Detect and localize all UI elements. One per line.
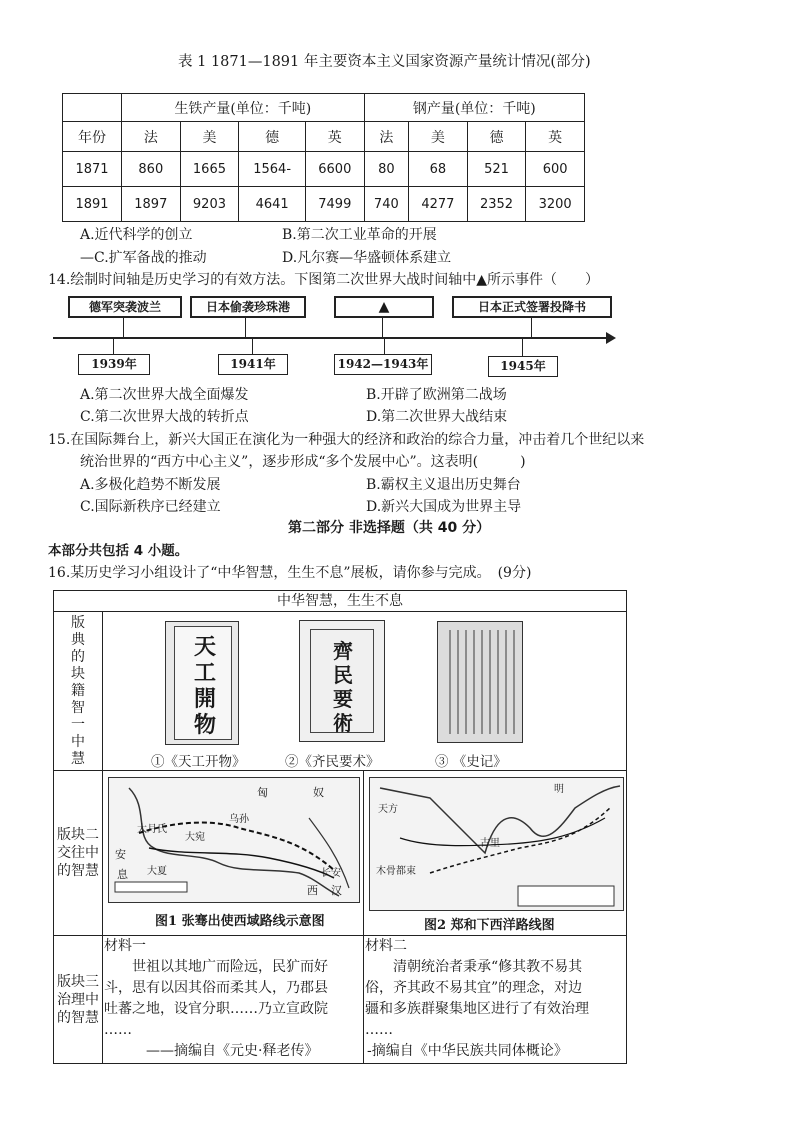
- year-cell: 1891: [63, 187, 122, 222]
- map-label: 古里: [480, 838, 500, 849]
- material1-text: 斗，思有以因其俗而柔其人，乃郡县: [104, 980, 328, 996]
- country-header: 德: [239, 122, 306, 152]
- value-cell: 4641: [239, 187, 306, 222]
- iron-header: 生铁产量(单位：千吨): [122, 94, 365, 122]
- timeline-tick: [382, 316, 383, 337]
- map1-caption: 图1 张骞出使西域路线示意图: [155, 914, 325, 929]
- block2-label: 版块二交往中的智慧: [57, 827, 99, 879]
- q15-option-d[interactable]: D.新兴大国成为世界主导: [366, 499, 522, 515]
- material2-title: 材料二: [365, 938, 407, 954]
- material2-text: 疆和多族群聚集地区进行了有效治理: [365, 1001, 589, 1017]
- q14-option-d[interactable]: D.第二次世界大战结束: [366, 409, 508, 425]
- map-label: 明: [554, 784, 564, 795]
- q16-stem: 16.某历史学习小组设计了“中华智慧，生生不息”展板，请你参与完成。 (9分): [48, 565, 532, 581]
- country-header: 英: [305, 122, 364, 152]
- block1-label: 版典的块籍智一中慧: [71, 614, 85, 767]
- q15-stem-line2: 统治世界的“西方中心主义”，逐步形成“多个发展中心”。这表明( ): [80, 454, 526, 470]
- timeline-tick: [252, 338, 253, 354]
- block1-label-cell: [54, 612, 103, 771]
- value-cell: 600: [526, 152, 585, 187]
- timeline-event: 德军突袭波兰: [68, 296, 182, 318]
- corner-cell: [63, 94, 122, 122]
- year-cell: 1871: [63, 152, 122, 187]
- book-page-lines: [438, 622, 522, 742]
- country-header: 英: [526, 122, 585, 152]
- book-caption: ③ 《史记》: [435, 754, 507, 770]
- value-cell: 7499: [305, 187, 364, 222]
- value-cell: 1564-: [239, 152, 306, 187]
- material1-text: 世祖以其地广而险远，民犷而好: [104, 959, 328, 975]
- timeline-year: 1942—1943年: [334, 354, 432, 375]
- block3-label: 版块三治理中的智慧: [57, 973, 99, 1026]
- map1-cell: [103, 771, 364, 936]
- map-label: 天方: [378, 804, 398, 815]
- timeline-tick: [245, 316, 246, 337]
- timeline-year: 1941年: [218, 354, 288, 375]
- table-row: [63, 187, 585, 222]
- q14-option-b[interactable]: B.开辟了欧洲第二战场: [366, 387, 507, 403]
- timeline-event-unknown: ▲: [334, 296, 434, 318]
- map2-caption: 图2 郑和下西洋路线图: [424, 918, 555, 933]
- map-label: 木骨都束: [376, 866, 416, 877]
- map-zhangqian-route: [108, 777, 360, 903]
- value-cell: 521: [467, 152, 526, 187]
- map-label: 长安: [321, 868, 341, 879]
- q14-option-a[interactable]: A.第二次世界大战全面爆发: [80, 387, 249, 403]
- material1-title: 材料一: [104, 938, 146, 954]
- timeline-tick: [531, 316, 532, 337]
- timeline-tick: [522, 338, 523, 356]
- material1-text: 吐蕃之地，设官分职……乃立宣政院: [104, 1001, 328, 1017]
- map-zhenghe-voyages: [369, 777, 624, 911]
- map-label: 乌孙: [229, 814, 249, 825]
- material2-source: -摘编自《中华民族共同体概论》: [367, 1043, 568, 1059]
- value-cell: 2352: [467, 187, 526, 222]
- book-caption: ①《天工开物》: [151, 754, 246, 770]
- map-label: 汉: [331, 884, 342, 897]
- timeline-event: 日本偷袭珍珠港: [190, 296, 306, 318]
- steel-header: 钢产量(单位：千吨): [364, 94, 584, 122]
- production-table: [62, 93, 585, 222]
- material1-source: ——摘编自《元史·释老传》: [146, 1043, 319, 1059]
- timeline-year: 1939年: [78, 354, 150, 375]
- q13-option-d[interactable]: D.凡尔赛—华盛顿体系建立: [282, 250, 452, 266]
- q15-option-c[interactable]: C.国际新秩序已经建立: [80, 499, 221, 515]
- table1-title: 表 1 1871—1891 年主要资本主义国家资源产量统计情况(部分): [178, 54, 591, 70]
- display-board: [53, 590, 627, 1064]
- q13-option-a[interactable]: A.近代科学的创立: [80, 227, 193, 243]
- table-row: [63, 152, 585, 187]
- material2-cell: [364, 936, 627, 1064]
- value-cell: 740: [364, 187, 408, 222]
- part2-title: 第二部分 非选择题（共 40 分）: [288, 520, 491, 536]
- q13-option-c[interactable]: —C.扩军备战的推动: [80, 250, 207, 266]
- map2-cell: [364, 771, 627, 936]
- value-cell: 68: [409, 152, 468, 187]
- timeline-tick: [113, 338, 114, 354]
- timeline-tick: [123, 316, 124, 337]
- q14-stem: 14.绘制时间轴是历史学习的有效方法。下图第二次世界大战时间轴中▲所示事件（ ）: [48, 272, 600, 288]
- value-cell: 80: [364, 152, 408, 187]
- material2-text: ……: [365, 1022, 393, 1038]
- timeline-arrow-icon: [606, 332, 616, 344]
- value-cell: 6600: [305, 152, 364, 187]
- value-cell: 3200: [526, 187, 585, 222]
- q13-option-b[interactable]: B.第二次工业革命的开展: [282, 227, 437, 243]
- timeline-event: 日本正式签署投降书: [452, 296, 612, 318]
- book-cover-text: 天工開物: [193, 634, 216, 738]
- material2-text: 清朝统治者秉承“修其教不易其: [365, 959, 583, 975]
- q15-option-a[interactable]: A.多极化趋势不断发展: [80, 477, 221, 493]
- timeline-year: 1945年: [488, 356, 558, 377]
- block1-content: [103, 612, 627, 771]
- map-label: 安: [115, 848, 126, 861]
- value-cell: 9203: [180, 187, 239, 222]
- board-title: 中华智慧，生生不息: [54, 591, 627, 612]
- material1-text: ……: [104, 1022, 132, 1038]
- book-cover-qimin: [299, 620, 385, 742]
- map-label: 西: [307, 884, 318, 897]
- q14-option-c[interactable]: C.第二次世界大战的转折点: [80, 409, 249, 425]
- material2-text: 俗，齐其政不易其宜”的理念，对边: [365, 980, 583, 996]
- block3-label-cell: [54, 936, 103, 1064]
- map-label: 大月氏: [137, 824, 167, 835]
- country-header: 法: [364, 122, 408, 152]
- year-header: 年份: [63, 122, 122, 152]
- country-header: 美: [409, 122, 468, 152]
- value-cell: 1665: [180, 152, 239, 187]
- book-page-shiji: [437, 621, 523, 743]
- q15-option-b[interactable]: B.霸权主义退出历史舞台: [366, 477, 521, 493]
- value-cell: 4277: [409, 187, 468, 222]
- book-caption: ②《齐民要术》: [285, 754, 380, 770]
- map-label: 大宛: [185, 832, 205, 843]
- value-cell: 860: [122, 152, 181, 187]
- country-header: 法: [122, 122, 181, 152]
- map-label: 匈: [257, 786, 268, 799]
- timeline-axis: [53, 337, 613, 339]
- country-header: 德: [467, 122, 526, 152]
- block2-label-cell: [54, 771, 103, 936]
- map-label: 息: [117, 868, 128, 881]
- value-cell: 1897: [122, 187, 181, 222]
- country-header: 美: [180, 122, 239, 152]
- book-cover-text: 齊民要術: [333, 639, 353, 735]
- timeline-tick: [384, 338, 385, 354]
- book-cover-tiangong: [165, 621, 239, 745]
- q15-stem-line1: 15.在国际舞台上，新兴大国正在演化为一种强大的经济和政治的综合力量，冲击着几个世纪以来: [48, 432, 645, 448]
- part2-note: 本部分共包括 4 小题。: [48, 543, 189, 559]
- map-label: 奴: [313, 786, 324, 799]
- map-label: 大夏: [147, 866, 167, 877]
- material1-cell: [103, 936, 364, 1064]
